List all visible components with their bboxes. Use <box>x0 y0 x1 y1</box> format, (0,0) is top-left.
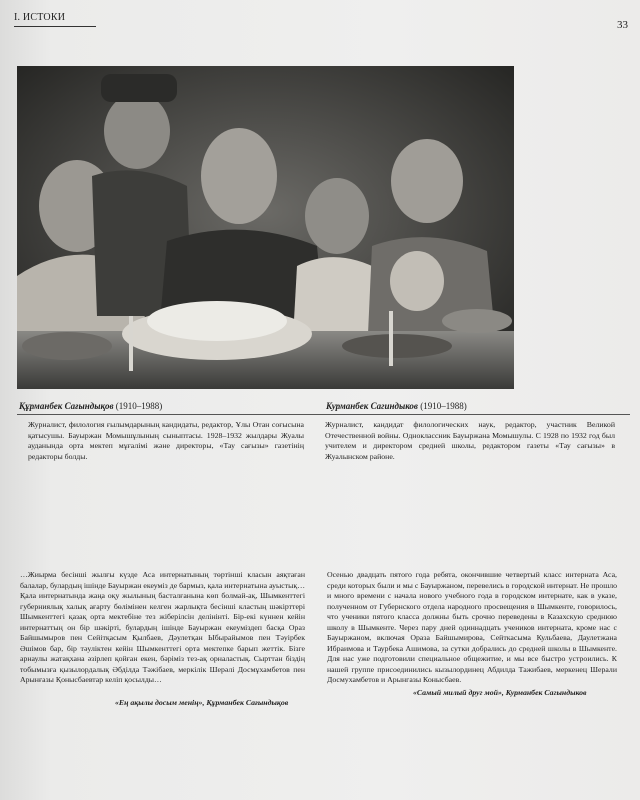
section-underline <box>14 26 96 27</box>
biography-russian: Журналист, кандидат филологических наук, редактор, участник Великой Отечественной войны. Одноклассник Бауыржана Момышулы. С 1928 по 1932 год был учителем и директором средней школы, редактором газеты «Тау сағызы» в Жуалынском районе. <box>325 420 615 461</box>
quote-source-russian: «Самый милый друг мой», Курманбек Сагындыков <box>413 688 587 697</box>
caption-russian-years: (1910–1988) <box>417 401 467 411</box>
caption-russian-name: Курманбек Сагиндыков <box>326 401 418 411</box>
quote-source-kazakh: «Ең ақылы досым менің», Құрманбек Сағындықов <box>115 698 289 707</box>
biography-kazakh: Журналист, филология ғылымдарының кандидаты, редактор, Ұлы Отан соғысына қатысушы. Бауыржан Момышұлының сыныптасы. 1928–1932 жылдары Жуалы ауданында орта мектеп мұғалімі және директоры, «Тау сағызы» газетінің редакторы болды. <box>28 420 304 461</box>
family-photo <box>17 66 514 389</box>
page-number: 33 <box>617 19 628 31</box>
caption-russian <box>326 401 467 411</box>
memoir-quote-russian: Осенью двадцать пятого года ребята, окончившие четвертый класс интерната Аса, среди которых были и мы с Бауыржаном, перевелись в городской интернат. Не прошло и много времени с начала нового учебного года в городском интернате, как в указе, полученном от Губернского отдела народного просвещения в Шымкенте, говорилось, что ученики пятого класса должны быть срочно переведены в Казахскую среднюю школу в Шымкенте. Через пару дней одиннадцать учеников интерната, кроме нас с Бауыржаном, включая Ораза Байшымирова, Сейткасыма Кульбаева, Даулетжана Ибраимова и Таурбека Ашимова, за сутки добрались до средней школы в Шымкенте. Для нас уже подготовили специальное общежитие, и мы все быстро устроились. К нашей группе присоединились кызылординец Абдилда Тажибаев, меркенец Шерали Досмухамбетов и Арынгазы Конысбаев. <box>327 570 617 684</box>
caption-kazakh-years: (1910–1988) <box>113 401 163 411</box>
memoir-quote-kazakh: …Жиырма бесінші жылғы күзде Аса интернатының төртінші класын аяқтаған балалар, булардың ішінде Бауыржан екеуміз де бармыз, қала интернатына ауыстық… Қала интернатында жаңа оқу жылының басталғанына көп болмай-ақ, Шымкенттегі губерниялық халық ағарту бөлімінен келген жарлықта бесінші кластың шәкірттері Шымкенттегі қазақ орта мектебіне тез жіберілсін делінінті. Бір-екі күннен кейін интернаттың он бір шәкірті, булардың ішінде Бауыржан екеуміздеп басқа Ораз Байшымыров пен Сейітқасым Қылбаев, Дәулетқан Ыбырайымов пен Тәуірбек Әшімов бар, бір тәуліктен кейін Шымкенттегі орта мектепке барып жеттік. Бізге арнаулы жатақхана әзірлеп қойған екен, бәріміз тез-ақ орналастық. Сырттан біздің тобымызға қызылордалық Әбділда Тәжібаев, меркілік Шерәлі Досмұхамбетов пен Арынғазы Қонысбаевтар келіп қосылды… <box>20 570 305 684</box>
caption-kazakh-name: Құрманбек Сағындықов <box>19 401 114 411</box>
caption-kazakh <box>19 401 162 411</box>
photo-illustration <box>17 66 514 389</box>
section-title: I. ИСТОКИ <box>14 12 66 23</box>
photo-captions <box>17 400 630 415</box>
